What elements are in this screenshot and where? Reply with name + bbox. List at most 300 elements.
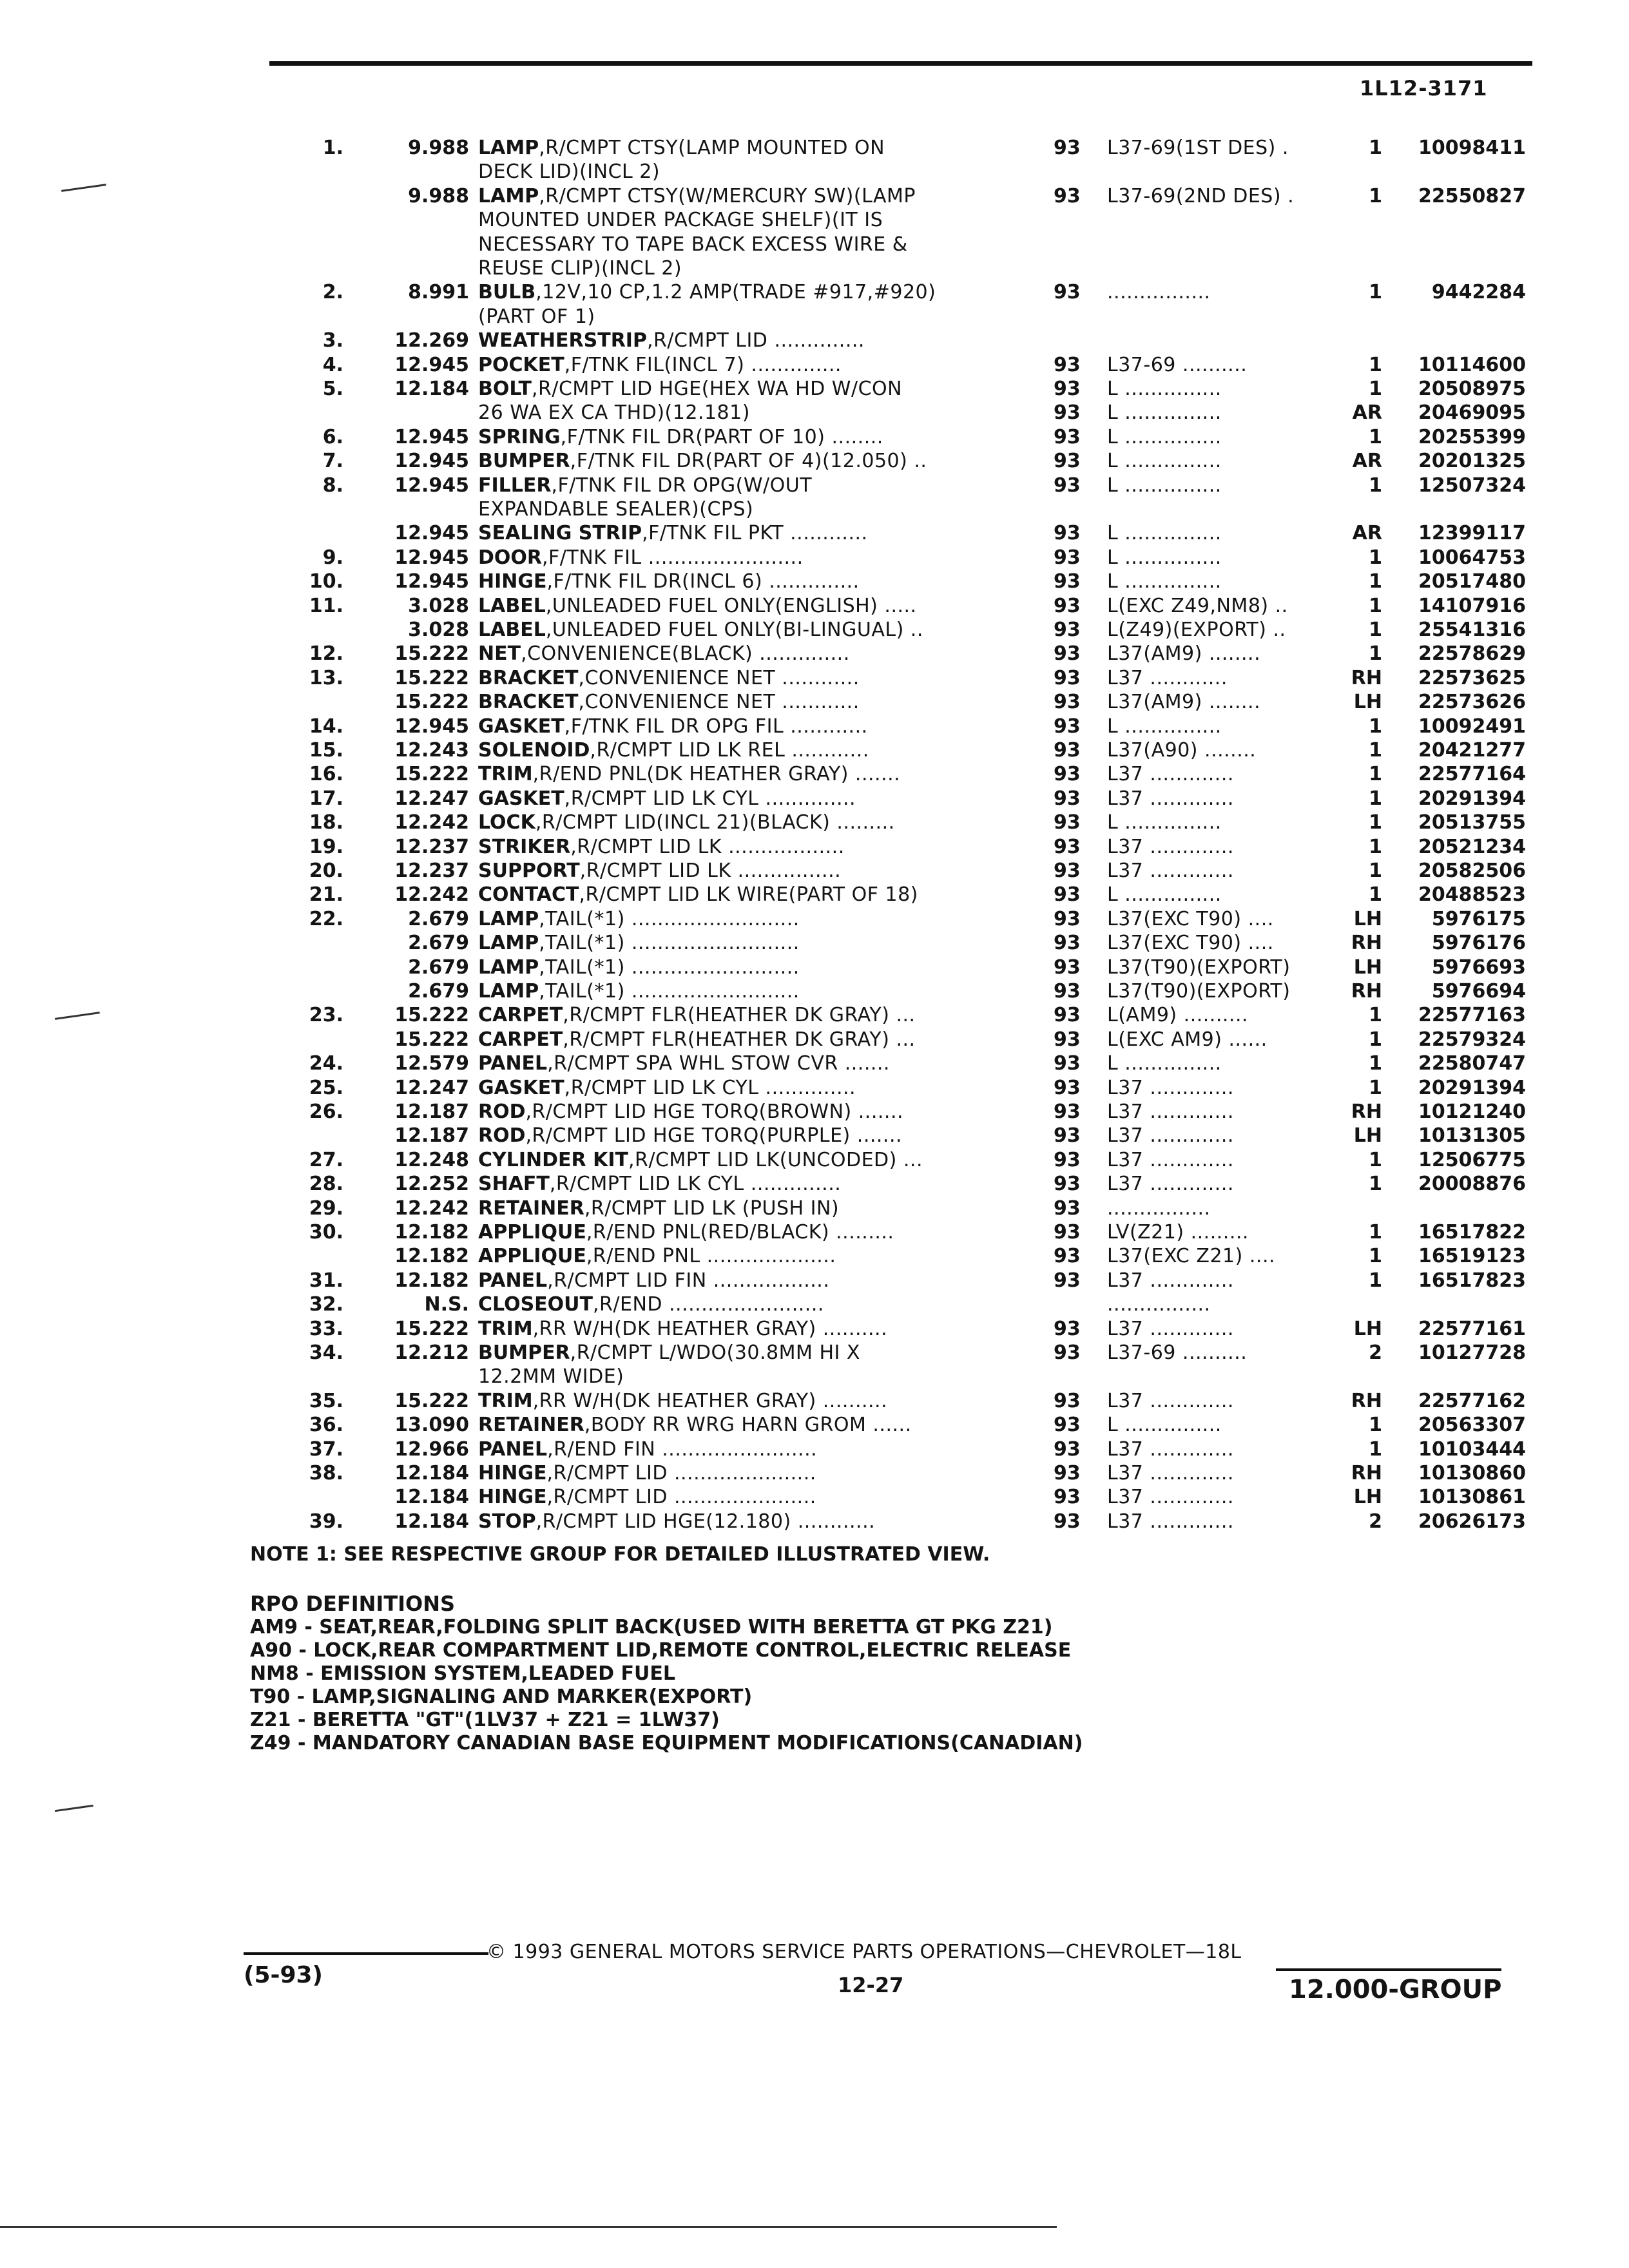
item-number: 3.	[322, 329, 343, 352]
quantity: 1	[1369, 1245, 1382, 1267]
model-year: 93	[1054, 595, 1081, 617]
part-detail: ,F/TNK FIL DR OPG(W/OUT	[551, 474, 813, 497]
part-description	[478, 667, 1016, 690]
series-code: L37 .............	[1107, 763, 1234, 785]
rpo-definition: A90 - LOCK,REAR COMPARTMENT LID,REMOTE CONTROL,ELECTRIC RELEASE	[250, 1639, 1072, 1662]
series-code: L37(T90)(EXPORT)	[1107, 980, 1291, 1003]
part-name: PANEL	[478, 1269, 548, 1292]
part-number: 14107916	[1418, 595, 1526, 617]
part-detail: ,TAIL(*1) ..........................	[539, 980, 800, 1003]
part-number: 22580747	[1418, 1052, 1526, 1075]
part-description	[478, 1221, 1016, 1244]
part-description	[478, 1341, 1016, 1365]
quantity: 1	[1369, 354, 1382, 376]
footer-copyright: © 1993 GENERAL MOTORS SERVICE PARTS OPERATIONS—CHEVROLET—18L	[487, 1941, 1242, 1963]
group-number: 12.248	[394, 1149, 469, 1171]
part-description	[478, 426, 1016, 449]
part-detail: ,R/CMPT SPA WHL STOW CVR .......	[547, 1052, 890, 1075]
model-year: 93	[1054, 1510, 1081, 1533]
quantity: 1	[1369, 1028, 1382, 1051]
quantity: RH	[1351, 1100, 1382, 1123]
part-number: 20291394	[1418, 1077, 1526, 1099]
part-detail: ,F/TNK FIL DR(INCL 6) ..............	[546, 570, 860, 593]
series-code: L37-69(2ND DES) .	[1107, 185, 1295, 207]
model-year: 93	[1054, 1052, 1081, 1075]
page-id: 1L12-3171	[1360, 76, 1488, 101]
item-number: 36.	[309, 1414, 343, 1436]
quantity: RH	[1351, 1390, 1382, 1412]
part-number: 10092491	[1418, 715, 1526, 738]
part-number: 20521234	[1418, 836, 1526, 858]
footer-group: 12.000-GROUP	[1289, 1975, 1502, 2004]
part-detail: ,R/CMPT LID FIN ..................	[547, 1269, 830, 1292]
item-number: 13.	[309, 667, 343, 689]
part-number: 5976694	[1431, 980, 1526, 1003]
footer-rule-right	[1276, 1968, 1501, 1971]
part-detail: ,R/CMPT LID LK REL ............	[590, 739, 869, 762]
model-year: 93	[1054, 522, 1081, 544]
scan-mark	[55, 1012, 100, 1020]
series-code: L37(EXC T90) ....	[1107, 932, 1274, 954]
group-number: 2.679	[408, 956, 469, 979]
part-description	[478, 209, 1016, 232]
quantity: 1	[1369, 546, 1382, 569]
model-year: 93	[1054, 378, 1081, 400]
part-name: LABEL	[478, 595, 546, 617]
item-number: 14.	[309, 715, 343, 738]
part-description	[478, 715, 1016, 738]
group-number: 9.988	[408, 137, 469, 159]
group-number: 12.945	[394, 354, 469, 376]
part-name: PANEL	[478, 1438, 548, 1461]
part-detail: ,R/END ........................	[593, 1293, 824, 1316]
group-number: 12.242	[394, 811, 469, 834]
quantity: 1	[1369, 1004, 1382, 1026]
model-year: 93	[1054, 474, 1081, 497]
item-number: 21.	[309, 883, 343, 906]
model-year: 93	[1054, 619, 1081, 641]
part-description	[478, 1414, 1016, 1437]
series-code: L(AM9) ..........	[1107, 1004, 1249, 1026]
series-code: L37 .............	[1107, 1390, 1234, 1412]
part-number: 12399117	[1418, 522, 1526, 544]
group-number: 12.182	[394, 1245, 469, 1267]
part-name: SUPPORT	[478, 860, 580, 882]
part-description	[478, 1245, 1016, 1268]
part-description	[478, 1173, 1016, 1196]
model-year: 93	[1054, 1004, 1081, 1026]
part-description	[478, 1197, 1016, 1220]
model-year: 93	[1054, 1390, 1081, 1412]
part-detail: ,R/CMPT LID HGE TORQ(PURPLE) .......	[525, 1124, 903, 1147]
part-detail: ,R/CMPT LID LK ................	[579, 860, 842, 882]
quantity: 1	[1369, 1173, 1382, 1195]
series-code: L37-69(1ST DES) .	[1107, 137, 1289, 159]
group-number: 2.679	[408, 908, 469, 930]
quantity: 1	[1369, 1414, 1382, 1436]
quantity: 2	[1369, 1341, 1382, 1364]
quantity: 1	[1369, 836, 1382, 858]
item-number: 28.	[309, 1173, 343, 1195]
part-number: 20291394	[1418, 787, 1526, 810]
part-description	[478, 185, 1016, 208]
series-code: L ...............	[1107, 474, 1222, 497]
part-name: RETAINER	[478, 1414, 584, 1436]
part-description	[478, 281, 1016, 304]
model-year: 93	[1054, 763, 1081, 785]
group-number: 12.945	[394, 450, 469, 472]
part-number: 22579324	[1418, 1028, 1526, 1051]
quantity: LH	[1353, 1318, 1382, 1340]
item-number: 23.	[309, 1004, 343, 1026]
part-detail: ,F/TNK FIL DR OPG FIL ............	[564, 715, 868, 738]
part-number: 22577164	[1418, 763, 1526, 785]
series-code: L37 .............	[1107, 1438, 1234, 1461]
quantity: 1	[1369, 1269, 1382, 1292]
part-detail: ,R/CMPT FLR(HEATHER DK GRAY) ...	[563, 1004, 916, 1026]
quantity: 1	[1369, 642, 1382, 665]
part-description	[478, 354, 1016, 377]
part-name: APPLIQUE	[478, 1221, 586, 1244]
item-number: 22.	[309, 908, 343, 930]
scan-mark	[55, 1805, 93, 1812]
item-number: 26.	[309, 1100, 343, 1123]
part-name: SPRING	[478, 426, 561, 448]
part-number: 22577163	[1418, 1004, 1526, 1026]
part-number: 20008876	[1418, 1173, 1526, 1195]
group-number: 12.945	[394, 715, 469, 738]
series-code: L37 .............	[1107, 1149, 1234, 1171]
bottom-rule	[0, 2226, 1057, 2228]
rpo-definition: AM9 - SEAT,REAR,FOLDING SPLIT BACK(USED WITH BERETTA GT PKG Z21)	[250, 1616, 1053, 1639]
part-name: NET	[478, 642, 521, 665]
quantity: 2	[1369, 1510, 1382, 1533]
part-name: LAMP	[478, 956, 539, 979]
part-detail: EXPANDABLE SEALER)(CPS)	[478, 498, 754, 521]
part-description	[478, 546, 1016, 570]
part-name: CARPET	[478, 1004, 563, 1026]
part-description	[478, 1149, 1016, 1172]
group-number: 15.222	[394, 763, 469, 785]
part-description	[478, 1269, 1016, 1293]
group-number: 12.187	[394, 1100, 469, 1123]
model-year: 93	[1054, 185, 1081, 207]
item-number: 29.	[309, 1197, 343, 1220]
model-year: 93	[1054, 836, 1081, 858]
part-number: 12506775	[1418, 1149, 1526, 1171]
quantity: 1	[1369, 811, 1382, 834]
part-description	[478, 763, 1016, 786]
part-description	[478, 329, 1016, 352]
part-description	[478, 811, 1016, 834]
quantity: 1	[1369, 1438, 1382, 1461]
part-name: PANEL	[478, 1052, 548, 1075]
part-detail: ,R/CMPT LID HGE(12.180) ............	[535, 1510, 876, 1533]
part-description	[478, 401, 1016, 425]
part-description	[478, 980, 1016, 1003]
series-code: L ...............	[1107, 715, 1222, 738]
part-number: 16519123	[1418, 1245, 1526, 1267]
part-detail: ,R/CMPT LID LK (PUSH IN)	[584, 1197, 840, 1220]
part-number: 12507324	[1418, 474, 1526, 497]
series-code: L37-69 ..........	[1107, 354, 1248, 376]
part-detail: ,R/CMPT L/WDO(30.8MM HI X	[570, 1341, 860, 1364]
quantity: 1	[1369, 619, 1382, 641]
part-detail: ,R/CMPT LID ......................	[546, 1462, 816, 1485]
part-detail: ,R/CMPT FLR(HEATHER DK GRAY) ...	[563, 1028, 916, 1051]
quantity: 1	[1369, 1077, 1382, 1099]
part-number: 20563307	[1418, 1414, 1526, 1436]
part-description	[478, 739, 1016, 762]
quantity: 1	[1369, 715, 1382, 738]
part-name: TRIM	[478, 1318, 533, 1340]
rpo-title: RPO DEFINITIONS	[250, 1591, 456, 1616]
part-name: CARPET	[478, 1028, 563, 1051]
item-number: 18.	[309, 811, 343, 834]
part-description	[478, 1293, 1016, 1316]
part-number: 22573626	[1418, 691, 1526, 713]
part-detail: ,R/CMPT LID ..............	[646, 329, 865, 352]
part-detail: (PART OF 1)	[478, 305, 595, 328]
series-code: LV(Z21) .........	[1107, 1221, 1249, 1244]
part-name: CYLINDER KIT	[478, 1149, 628, 1171]
series-code: ................	[1107, 1197, 1211, 1220]
series-code: L ...............	[1107, 546, 1222, 569]
scan-mark	[61, 184, 106, 192]
series-code: L37 .............	[1107, 787, 1234, 810]
part-detail: ,R/CMPT CTSY(LAMP MOUNTED ON	[539, 137, 885, 159]
quantity: 1	[1369, 281, 1382, 303]
group-number: 12.966	[394, 1438, 469, 1461]
group-number: 12.182	[394, 1221, 469, 1244]
part-name: LAMP	[478, 185, 539, 207]
group-number: 15.222	[394, 642, 469, 665]
part-number: 10121240	[1418, 1100, 1526, 1123]
item-number: 33.	[309, 1318, 343, 1340]
part-detail: ,RR W/H(DK HEATHER GRAY) ..........	[532, 1318, 888, 1340]
quantity: 1	[1369, 185, 1382, 207]
series-code: ................	[1107, 1293, 1211, 1316]
item-number: 5.	[322, 378, 343, 400]
group-number: 15.222	[394, 691, 469, 713]
part-detail: ,BODY RR WRG HARN GROM ......	[584, 1414, 912, 1436]
part-number: 20201325	[1418, 450, 1526, 472]
group-number: 15.222	[394, 1028, 469, 1051]
model-year: 93	[1054, 980, 1081, 1003]
group-number: 12.269	[394, 329, 469, 352]
group-number: 12.579	[394, 1052, 469, 1075]
model-year: 93	[1054, 426, 1081, 448]
part-name: LABEL	[478, 619, 546, 641]
item-number: 20.	[309, 860, 343, 882]
quantity: LH	[1353, 1486, 1382, 1508]
part-description	[478, 1004, 1016, 1027]
part-description	[478, 1052, 1016, 1075]
model-year: 93	[1054, 281, 1081, 303]
item-number: 4.	[322, 354, 343, 376]
series-code: L ...............	[1107, 401, 1222, 424]
part-name: SEALING STRIP	[478, 522, 642, 544]
model-year: 93	[1054, 1462, 1081, 1485]
model-year: 93	[1054, 137, 1081, 159]
part-description	[478, 1124, 1016, 1148]
model-year: 93	[1054, 956, 1081, 979]
note: NOTE 1: SEE RESPECTIVE GROUP FOR DETAILED ILLUSTRATED VIEW.	[250, 1543, 990, 1566]
part-name: POCKET	[478, 354, 564, 376]
part-detail: ,R/END PNL ....................	[586, 1245, 836, 1267]
part-name: LAMP	[478, 908, 539, 930]
model-year: 93	[1054, 546, 1081, 569]
part-description	[478, 619, 1016, 642]
series-code: L37 .............	[1107, 1510, 1234, 1533]
part-detail: ,R/CMPT LID LK ..................	[570, 836, 845, 858]
group-number: 3.028	[408, 619, 469, 641]
item-number: 9.	[322, 546, 343, 569]
group-number: N.S.	[424, 1293, 469, 1316]
footer-date: (5-93)	[244, 1962, 323, 1988]
group-number: 2.679	[408, 980, 469, 1003]
part-description	[478, 1390, 1016, 1413]
series-code: L37(AM9) ........	[1107, 691, 1261, 713]
item-number: 15.	[309, 739, 343, 762]
series-code: L37 .............	[1107, 1077, 1234, 1099]
item-number: 19.	[309, 836, 343, 858]
series-code: L(EXC Z49,NM8) ..	[1107, 595, 1288, 617]
part-name: LAMP	[478, 980, 539, 1003]
part-detail: NECESSARY TO TAPE BACK EXCESS WIRE &	[478, 233, 908, 256]
model-year: 93	[1054, 787, 1081, 810]
footer-page-number: 12-27	[838, 1973, 904, 1997]
part-name: APPLIQUE	[478, 1245, 586, 1267]
part-name: BUMPER	[478, 450, 570, 472]
part-detail: ,F/TNK FIL PKT ............	[642, 522, 868, 544]
quantity: RH	[1351, 1462, 1382, 1485]
group-number: 12.242	[394, 1197, 469, 1220]
item-number: 17.	[309, 787, 343, 810]
quantity: 1	[1369, 595, 1382, 617]
part-detail: ,CONVENIENCE NET ............	[578, 667, 860, 689]
group-number: 12.187	[394, 1124, 469, 1147]
group-number: 15.222	[394, 1390, 469, 1412]
quantity: LH	[1353, 1124, 1382, 1147]
series-code: L ...............	[1107, 378, 1222, 400]
part-number: 22578629	[1418, 642, 1526, 665]
part-detail: ,UNLEADED FUEL ONLY(ENGLISH) .....	[545, 595, 917, 617]
part-description	[478, 642, 1016, 666]
part-number: 10130861	[1418, 1486, 1526, 1508]
group-number: 12.184	[394, 378, 469, 400]
quantity: AR	[1352, 522, 1382, 544]
item-number: 37.	[309, 1438, 343, 1461]
group-number: 12.945	[394, 426, 469, 448]
model-year: 93	[1054, 642, 1081, 665]
group-number: 12.242	[394, 883, 469, 906]
part-detail: ,UNLEADED FUEL ONLY(BI-LINGUAL) ..	[545, 619, 923, 641]
model-year: 93	[1054, 1173, 1081, 1195]
model-year: 93	[1054, 932, 1081, 954]
part-description	[478, 1365, 1016, 1389]
part-detail: 26 WA EX CA THD)(12.181)	[478, 401, 750, 424]
part-description	[478, 836, 1016, 859]
quantity: 1	[1369, 137, 1382, 159]
model-year: 93	[1054, 401, 1081, 424]
part-detail: ,R/CMPT LID HGE(HEX WA HD W/CON	[531, 378, 903, 400]
part-detail: ,R/END FIN ........................	[547, 1438, 818, 1461]
part-name: CONTACT	[478, 883, 579, 906]
series-code: L37 .............	[1107, 1124, 1234, 1147]
part-number: 20517480	[1418, 570, 1526, 593]
part-description	[478, 137, 1016, 160]
part-name: WEATHERSTRIP	[478, 329, 647, 352]
part-number: 10064753	[1418, 546, 1526, 569]
part-number: 20626173	[1418, 1510, 1526, 1533]
model-year: 93	[1054, 1438, 1081, 1461]
part-number: 20582506	[1418, 860, 1526, 882]
part-name: HINGE	[478, 1462, 547, 1485]
model-year: 93	[1054, 691, 1081, 713]
series-code: L37 .............	[1107, 1269, 1234, 1292]
part-detail: ,CONVENIENCE NET ............	[578, 691, 860, 713]
quantity: 1	[1369, 378, 1382, 400]
part-detail: MOUNTED UNDER PACKAGE SHELF)(IT IS	[478, 209, 883, 231]
series-code: L37 .............	[1107, 836, 1234, 858]
series-code: L ...............	[1107, 426, 1222, 448]
group-number: 12.237	[394, 860, 469, 882]
item-number: 8.	[322, 474, 343, 497]
model-year: 93	[1054, 1197, 1081, 1220]
footer-rule-left	[244, 1952, 488, 1955]
item-number: 11.	[309, 595, 343, 617]
part-detail: ,R/CMPT LID HGE TORQ(BROWN) .......	[525, 1100, 904, 1123]
part-name: SHAFT	[478, 1173, 550, 1195]
rpo-list	[250, 1616, 1410, 1755]
group-number: 3.028	[408, 595, 469, 617]
quantity: AR	[1352, 401, 1382, 424]
series-code: L37(A90) ........	[1107, 739, 1257, 762]
header-rule	[269, 61, 1532, 66]
part-name: BOLT	[478, 378, 532, 400]
group-number: 13.090	[394, 1414, 469, 1436]
part-name: BRACKET	[478, 667, 579, 689]
part-description	[478, 233, 1016, 256]
part-name: CLOSEOUT	[478, 1293, 593, 1316]
series-code: L ...............	[1107, 450, 1222, 472]
part-detail: ,R/CMPT LID LK CYL ..............	[564, 787, 856, 810]
group-number: 12.945	[394, 474, 469, 497]
quantity: RH	[1351, 980, 1382, 1003]
item-number: 2.	[322, 281, 343, 303]
part-name: RETAINER	[478, 1197, 584, 1220]
model-year: 93	[1054, 739, 1081, 762]
part-number: 20469095	[1418, 401, 1526, 424]
item-number: 10.	[309, 570, 343, 593]
series-code: L37 .............	[1107, 1486, 1234, 1508]
part-name: HINGE	[478, 1486, 547, 1508]
series-code: L(Z49)(EXPORT) ..	[1107, 619, 1286, 641]
item-number: 30.	[309, 1221, 343, 1244]
part-name: DOOR	[478, 546, 543, 569]
part-name: BRACKET	[478, 691, 579, 713]
part-name: STRIKER	[478, 836, 571, 858]
part-description	[478, 1100, 1016, 1124]
part-description	[478, 860, 1016, 883]
part-detail: ,CONVENIENCE(BLACK) ..............	[521, 642, 850, 665]
item-number: 1.	[322, 137, 343, 159]
part-description	[478, 787, 1016, 811]
part-name: FILLER	[478, 474, 552, 497]
part-number: 20421277	[1418, 739, 1526, 762]
part-description	[478, 305, 1016, 329]
